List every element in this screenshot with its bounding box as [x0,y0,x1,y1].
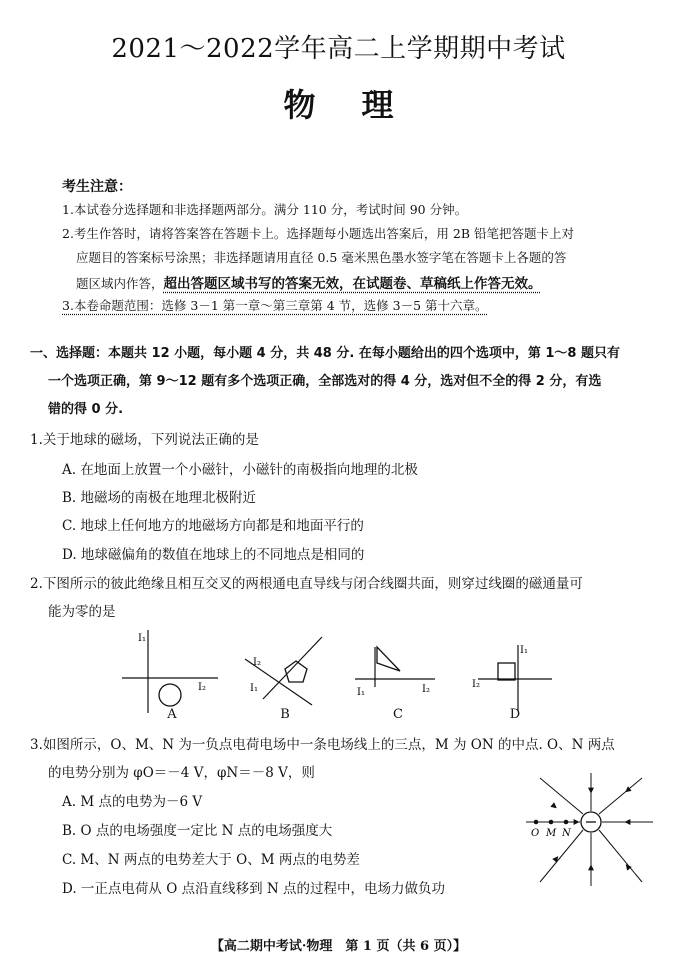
notice-item-2-cont: 应题目的答案标号涂黑；非选择题请用直径 0.5 毫米黑色墨水签字笔在答题卡上各题的答 [76,250,567,265]
fig-b-i1: I₁ [250,683,258,694]
section1-line-3: 错的得 0 分. [48,402,124,417]
notice-warning: 超出答题区域书写的答案无效，在试题卷、草稿纸上作答无效。 [163,276,542,292]
fig-d-i2: I₂ [472,679,480,690]
notice-item-3 [62,296,488,314]
q1-stem: 1.关于地球的磁场，下列说法正确的是 [30,432,259,448]
q2-label-c: C [393,707,403,722]
q1-option-b: B. 地磁场的南极在地理北极附近 [62,490,257,506]
q2-stem-2: 能为零的是 [48,604,116,620]
section1-line-1: 一、选择题：本题共 12 小题，每小题 4 分，共 48 分. 在每小题给出的四个选项中，第 1～8 题只有 [30,346,620,361]
q3-option-c: C. M、N 两点的电势差大于 O、M 两点的电势差 [62,852,360,868]
q3-option-b: B. O 点的电场强度一定比 N 点的电场强度大 [62,823,333,839]
q2-figure-d [472,645,552,711]
notice-item-2-cont2 [76,272,542,292]
q3-option-a: A. M 点的电势为－6 V [62,794,203,810]
notice-item-1: 1.本试卷分选择题和非选择题两部分。满分 110 分，考试时间 90 分钟。 [62,202,468,217]
fig-d-i1: I₁ [520,645,528,656]
q3-stem-2: 的电势分别为 φO＝－4 V，φN＝－8 V，则 [48,765,315,781]
page-footer: 【高二期中考试·物理 第 1 页（共 6 页）】 [210,939,467,954]
fig-d-loop [498,663,515,680]
notice-heading: 考生注意： [62,179,132,195]
q2-figure-c [355,647,435,698]
q2-stem-1: 2.下图所示的彼此绝缘且相互交叉的两根通电直导线与闭合线圈共面，则穿过线圈的磁通量可 [30,576,583,592]
q3-stem-1: 3.如图所示，O、M、N 为一负点电荷电场中一条电场线上的三点，M 为 ON 的中点. O、N 两点 [30,737,615,753]
notice-item-2-end: 题区域内作答， [76,276,164,291]
q2-label-d: D [509,707,521,722]
point-o-label: O [531,828,540,839]
point-n-label: N [562,828,571,839]
q3-option-d: D. 一正点电荷从 O 点沿直线移到 N 点的过程中，电场力做负功 [62,881,445,897]
notice-item-2: 2.考生作答时，请将答案答在答题卡上。选择题每小题选出答案后，用 2B 铅笔把答题卡上对 [62,226,575,241]
point-m-label: M [546,828,557,839]
q1-option-a: A. 在地面上放置一个小磁针，小磁针的南极指向地理的北极 [62,462,418,478]
q2-label-b: B [280,707,290,722]
notice-item-3-text: 3.本卷命题范围：选修 3－1 第一章～第三章第 4 节，选修 3－5 第十六章。 [62,298,488,313]
fig-c-i2: I₂ [422,684,430,695]
q2-label-a: A [167,707,177,722]
fig-b-i2: I₂ [253,657,261,668]
q1-option-d: D. 地球磁偏角的数值在地球上的不同地点是相同的 [62,547,365,563]
fig-a-i2: I₂ [198,682,206,693]
q1-option-c: C. 地球上任何地方的地磁场方向都是和地面平行的 [62,518,364,534]
section1-line-2: 一个选项正确，第 9～12 题有多个选项正确，全部选对的得 4 分，选对但不全的得 2 分，有选 [48,374,602,389]
fig-a-loop [159,684,181,706]
q2-figure-b [245,637,322,705]
fig-c-loop [377,647,400,671]
subject-title: 物理 [283,86,440,124]
fig-a-i1: I₁ [138,633,146,644]
q3-field-diagram [518,770,658,890]
q2-figure-a [122,630,218,713]
exam-title: 2021～2022学年高二上学期期中考试 [111,34,566,64]
fig-c-i1: I₁ [357,687,365,698]
